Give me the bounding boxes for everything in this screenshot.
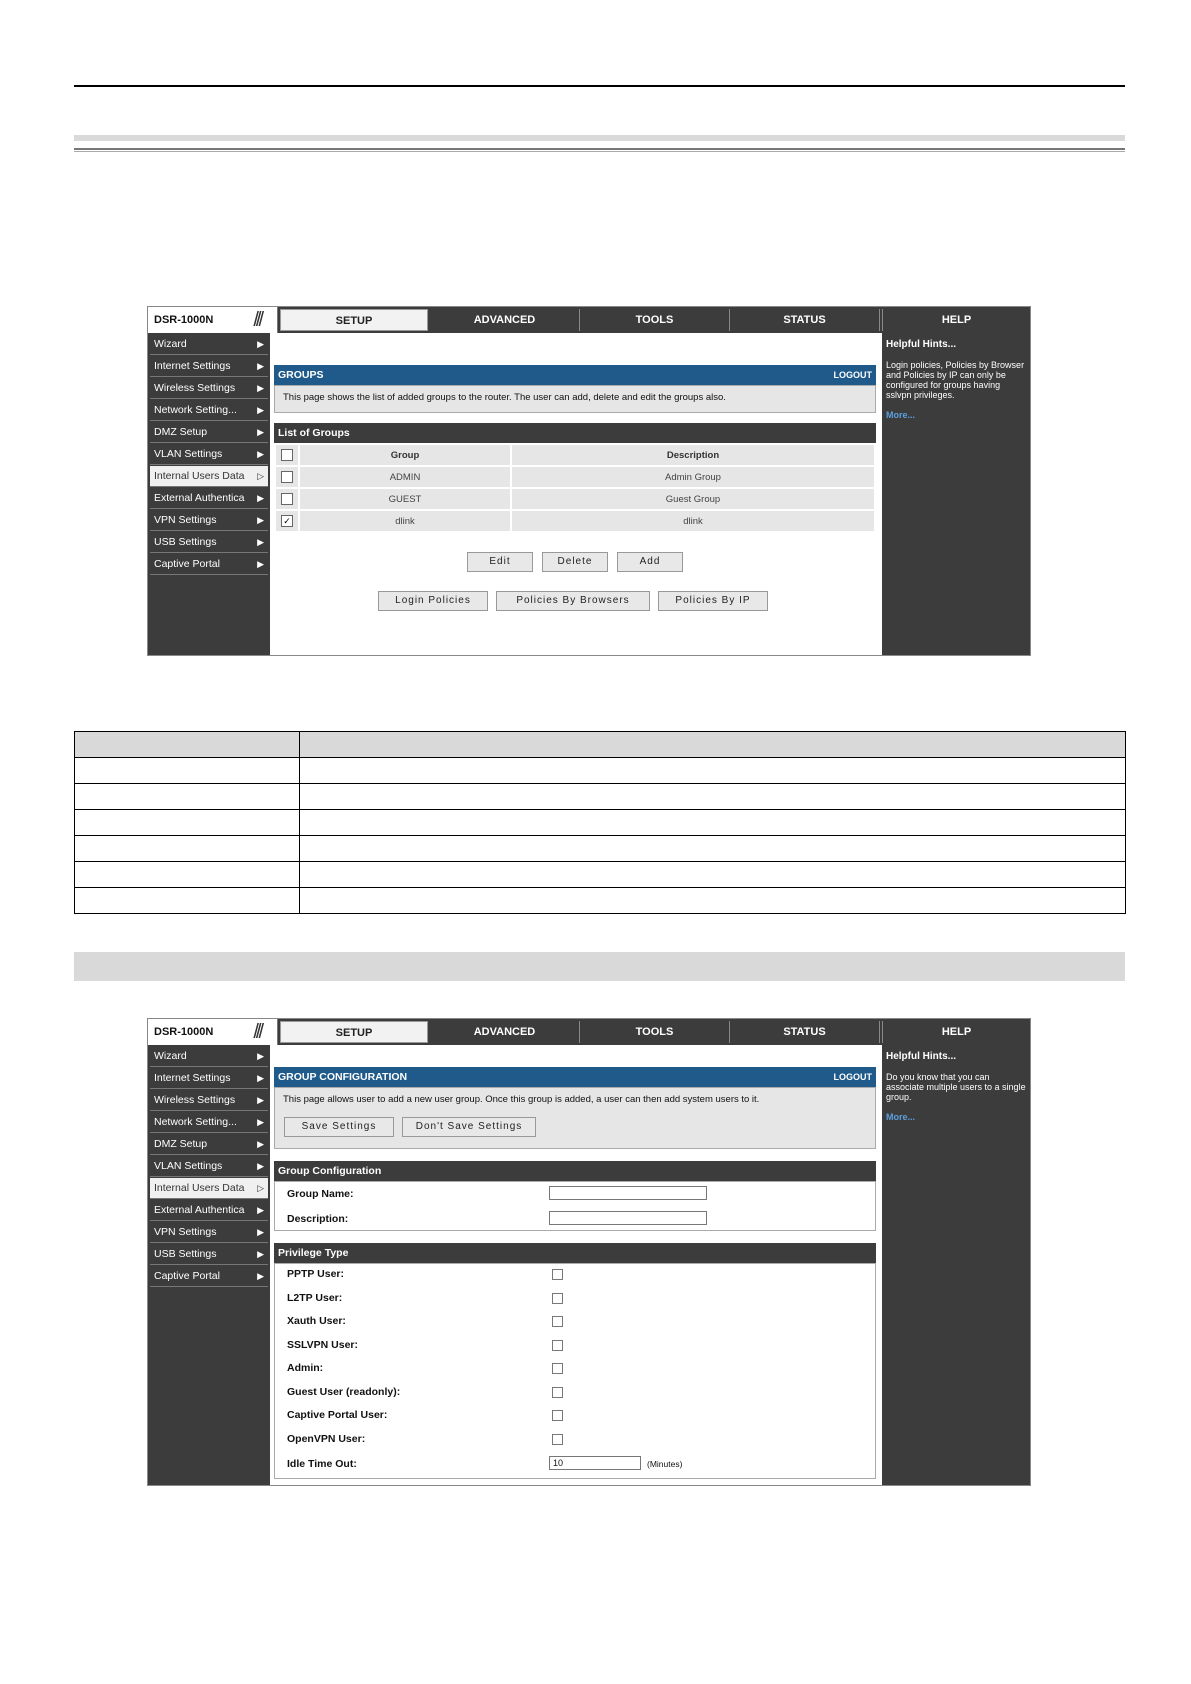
help-pane xyxy=(882,1045,1030,1485)
intro-text: This page allows user to add a new user group. Once this group is added, a user can then add system users to it. xyxy=(283,1094,760,1105)
group-cell: dlink xyxy=(299,510,511,532)
dont-save-settings-button[interactable]: Don't Save Settings xyxy=(402,1117,536,1137)
sidebar-item-label: Network Setting... xyxy=(154,1116,237,1128)
top-nav-bar xyxy=(148,307,1030,333)
model-logo: DSR-1000N /// xyxy=(148,1019,278,1045)
tab-tools[interactable]: TOOLS xyxy=(580,1021,730,1043)
sidebar-item[interactable] xyxy=(150,1068,268,1089)
chevron-right-outline-icon: ▷ xyxy=(257,1183,264,1193)
chevron-right-icon: ▶ xyxy=(257,1051,264,1061)
table-row xyxy=(75,836,1126,862)
privilege-label-openvpn: OpenVPN User: xyxy=(287,1433,366,1445)
sidebar-item-label: VLAN Settings xyxy=(154,448,223,460)
sidebar-item[interactable] xyxy=(150,1244,268,1265)
description-input[interactable] xyxy=(549,1211,707,1225)
sidebar-item[interactable] xyxy=(150,1156,268,1177)
guest-user-checkbox[interactable] xyxy=(552,1387,563,1398)
groups-table xyxy=(274,443,876,533)
select-all-cell[interactable] xyxy=(275,444,299,466)
sslvpn-user-checkbox[interactable] xyxy=(552,1340,563,1351)
privilege-type-box xyxy=(274,1263,876,1479)
chevron-right-icon: ▶ xyxy=(257,405,264,415)
privilege-type-title: Privilege Type xyxy=(278,1247,349,1259)
page-title: GROUP CONFIGURATION xyxy=(278,1071,408,1083)
chevron-right-icon: ▶ xyxy=(257,1161,264,1171)
login-policies-button[interactable]: Login Policies xyxy=(378,591,488,611)
row-checkbox[interactable] xyxy=(281,471,293,483)
description-cell: dlink xyxy=(511,510,875,532)
model-logo: DSR-1000N /// xyxy=(148,307,278,333)
tab-status[interactable]: STATUS xyxy=(730,309,880,331)
section-band xyxy=(74,952,1125,981)
sidebar-item-label: DMZ Setup xyxy=(154,426,208,438)
sidebar-item[interactable] xyxy=(150,444,268,465)
sidebar-item[interactable] xyxy=(150,400,268,421)
chevron-right-icon: ▶ xyxy=(257,383,264,393)
sidebar xyxy=(148,333,270,655)
l2tp-user-checkbox[interactable] xyxy=(552,1293,563,1304)
help-pane xyxy=(882,333,1030,655)
sidebar-item-label: Internet Settings xyxy=(154,1072,231,1084)
tab-help[interactable]: HELP xyxy=(882,1021,1030,1043)
sidebar-item-label: Captive Portal xyxy=(154,1270,220,1282)
xauth-user-checkbox[interactable] xyxy=(552,1316,563,1327)
policies-by-browsers-button[interactable]: Policies By Browsers xyxy=(496,591,650,611)
field-description-table xyxy=(74,731,1126,914)
group-cell: ADMIN xyxy=(299,466,511,488)
chevron-right-icon: ▶ xyxy=(257,1095,264,1105)
sidebar-item-label: Network Setting... xyxy=(154,404,237,416)
model-name: DSR-1000N xyxy=(154,1026,214,1038)
tab-help[interactable]: HELP xyxy=(882,309,1030,331)
sidebar-item-label: DMZ Setup xyxy=(154,1138,208,1150)
sidebar-item[interactable] xyxy=(150,532,268,553)
page-title: GROUPS xyxy=(278,369,324,381)
list-header xyxy=(274,423,876,443)
sidebar-item-label: Captive Portal xyxy=(154,558,220,570)
help-more-link[interactable]: More... xyxy=(886,410,916,420)
sidebar-item[interactable] xyxy=(150,1266,268,1287)
table-header-row xyxy=(275,444,875,466)
description-label: Description: xyxy=(287,1213,349,1225)
section-header xyxy=(274,365,876,385)
chevron-right-icon: ▶ xyxy=(257,1227,264,1237)
sidebar-item-label: Internal Users Data xyxy=(154,1182,245,1194)
chevron-right-icon: ▶ xyxy=(257,1205,264,1215)
tab-advanced[interactable]: ADVANCED xyxy=(430,309,580,331)
group-name-input[interactable] xyxy=(549,1186,707,1200)
admin-checkbox[interactable] xyxy=(552,1363,563,1374)
table-header-row xyxy=(75,732,1126,758)
table-row xyxy=(75,810,1126,836)
main-content xyxy=(270,1045,882,1485)
tab-setup[interactable]: SETUP xyxy=(280,1021,428,1043)
add-button[interactable]: Add xyxy=(617,552,683,572)
sidebar-item-label: Wizard xyxy=(154,338,187,350)
table-row xyxy=(75,888,1126,914)
chevron-right-icon: ▶ xyxy=(257,1271,264,1281)
chevron-right-icon: ▶ xyxy=(257,515,264,525)
help-more-link[interactable]: More... xyxy=(886,1112,916,1122)
select-all-checkbox[interactable] xyxy=(281,449,293,461)
sidebar-item[interactable] xyxy=(150,1090,268,1111)
sidebar-item-label: VPN Settings xyxy=(154,1226,217,1238)
help-title: Helpful Hints... xyxy=(886,1051,956,1062)
sidebar-item[interactable] xyxy=(150,1134,268,1155)
group-cell: GUEST xyxy=(299,488,511,510)
sidebar-item[interactable] xyxy=(150,554,268,575)
top-nav-bar xyxy=(148,1019,1030,1045)
sidebar-item[interactable] xyxy=(150,1222,268,1243)
delete-button[interactable]: Delete xyxy=(542,552,608,572)
sidebar-item-label: Wireless Settings xyxy=(154,1094,236,1106)
section-band xyxy=(74,135,1125,141)
tab-advanced[interactable]: ADVANCED xyxy=(430,1021,580,1043)
sidebar-item[interactable] xyxy=(150,1112,268,1133)
sidebar-item-label: External Authentica xyxy=(154,492,245,504)
list-title: List of Groups xyxy=(278,427,350,439)
sidebar-item[interactable] xyxy=(150,466,268,487)
main-content xyxy=(270,333,882,655)
table-row xyxy=(75,862,1126,888)
chevron-right-outline-icon: ▷ xyxy=(257,471,264,481)
sidebar-item[interactable] xyxy=(150,1046,268,1067)
groups-screenshot xyxy=(147,306,1031,656)
table-row xyxy=(75,758,1126,784)
group-configuration-header xyxy=(274,1161,876,1181)
sidebar-item[interactable] xyxy=(150,1200,268,1221)
save-settings-button[interactable]: Save Settings xyxy=(284,1117,394,1137)
sidebar-item[interactable] xyxy=(150,378,268,399)
sidebar-item-label: VLAN Settings xyxy=(154,1160,223,1172)
intro-text: This page shows the list of added groups to the router. The user can add, delete and edit the groups also. xyxy=(283,392,726,403)
sidebar-item[interactable] xyxy=(150,422,268,443)
sidebar-item[interactable] xyxy=(150,488,268,509)
section-header xyxy=(274,1067,876,1087)
tab-tools[interactable]: TOOLS xyxy=(580,309,730,331)
chevron-right-icon: ▶ xyxy=(257,361,264,371)
openvpn-user-checkbox[interactable] xyxy=(552,1434,563,1445)
idle-time-out-unit: (Minutes) xyxy=(647,1459,683,1469)
privilege-label-sslvpn: SSLVPN User: xyxy=(287,1339,358,1351)
group-configuration-screenshot xyxy=(147,1018,1031,1486)
pptp-user-checkbox[interactable] xyxy=(552,1269,563,1280)
privilege-label-captive-portal: Captive Portal User: xyxy=(287,1409,388,1421)
edit-button[interactable]: Edit xyxy=(467,552,533,572)
idle-time-out-label: Idle Time Out: xyxy=(287,1458,357,1470)
sidebar-item-label: USB Settings xyxy=(154,1248,217,1260)
help-title: Helpful Hints... xyxy=(886,339,956,350)
privilege-label-guest: Guest User (readonly): xyxy=(287,1386,401,1398)
help-text: Login policies, Policies by Browser and Policies by IP can only be configured for groups having sslvpn privileges. xyxy=(886,360,1025,400)
privilege-label-admin: Admin: xyxy=(287,1362,324,1374)
model-name: DSR-1000N xyxy=(154,314,214,326)
logout-link[interactable]: LOGOUT xyxy=(833,1072,872,1082)
table-row[interactable] xyxy=(275,510,875,532)
chevron-right-icon: ▶ xyxy=(257,1117,264,1127)
table-row[interactable] xyxy=(275,488,875,510)
privilege-label-pptp: PPTP User: xyxy=(287,1268,344,1280)
sidebar-item-label: USB Settings xyxy=(154,536,217,548)
help-text: Do you know that you can associate multiple users to a single group. xyxy=(886,1072,1026,1102)
chevron-right-icon: ▶ xyxy=(257,493,264,503)
sidebar-item[interactable] xyxy=(150,1178,268,1199)
chevron-right-icon: ▶ xyxy=(257,1139,264,1149)
description-cell: Guest Group xyxy=(511,488,875,510)
privilege-label-l2tp: L2TP User: xyxy=(287,1292,343,1304)
chevron-right-icon: ▶ xyxy=(257,427,264,437)
privilege-label-xauth: Xauth User: xyxy=(287,1315,346,1327)
group-name-label: Group Name: xyxy=(287,1188,354,1200)
tab-status[interactable]: STATUS xyxy=(730,1021,880,1043)
sidebar-item-label: Internal Users Data xyxy=(154,470,245,482)
privilege-type-header xyxy=(274,1243,876,1263)
header-rule xyxy=(74,85,1125,87)
sidebar xyxy=(148,1045,270,1485)
table-row[interactable] xyxy=(275,466,875,488)
sidebar-item[interactable] xyxy=(150,334,268,355)
sidebar-item-label: Wireless Settings xyxy=(154,382,236,394)
sidebar-item-label: Wizard xyxy=(154,1050,187,1062)
chevron-right-icon: ▶ xyxy=(257,1249,264,1259)
chevron-right-icon: ▶ xyxy=(257,559,264,569)
idle-time-out-input[interactable]: 10 xyxy=(549,1456,641,1470)
group-configuration-box xyxy=(274,1181,876,1231)
chevron-right-icon: ▶ xyxy=(257,339,264,349)
row-checkbox[interactable] xyxy=(281,493,293,505)
table-row xyxy=(75,784,1126,810)
column-header-group: Group xyxy=(299,444,511,466)
captive-portal-user-checkbox[interactable] xyxy=(552,1410,563,1421)
group-configuration-title: Group Configuration xyxy=(278,1165,382,1177)
chevron-right-icon: ▶ xyxy=(257,1073,264,1083)
section-rule-thin xyxy=(74,151,1125,152)
logout-link[interactable]: LOGOUT xyxy=(833,370,872,380)
sidebar-item-label: Internet Settings xyxy=(154,360,231,372)
column-header-description: Description xyxy=(511,444,875,466)
row-checkbox-checked[interactable]: ✓ xyxy=(281,515,293,527)
sidebar-item-label: External Authentica xyxy=(154,1204,245,1216)
policies-by-ip-button[interactable]: Policies By IP xyxy=(658,591,768,611)
sidebar-item-label: VPN Settings xyxy=(154,514,217,526)
sidebar-item[interactable] xyxy=(150,356,268,377)
tab-setup[interactable]: SETUP xyxy=(280,309,428,331)
intro-box xyxy=(274,385,876,413)
description-cell: Admin Group xyxy=(511,466,875,488)
sidebar-item[interactable] xyxy=(150,510,268,531)
chevron-right-icon: ▶ xyxy=(257,537,264,547)
section-rule xyxy=(74,148,1125,150)
chevron-right-icon: ▶ xyxy=(257,449,264,459)
